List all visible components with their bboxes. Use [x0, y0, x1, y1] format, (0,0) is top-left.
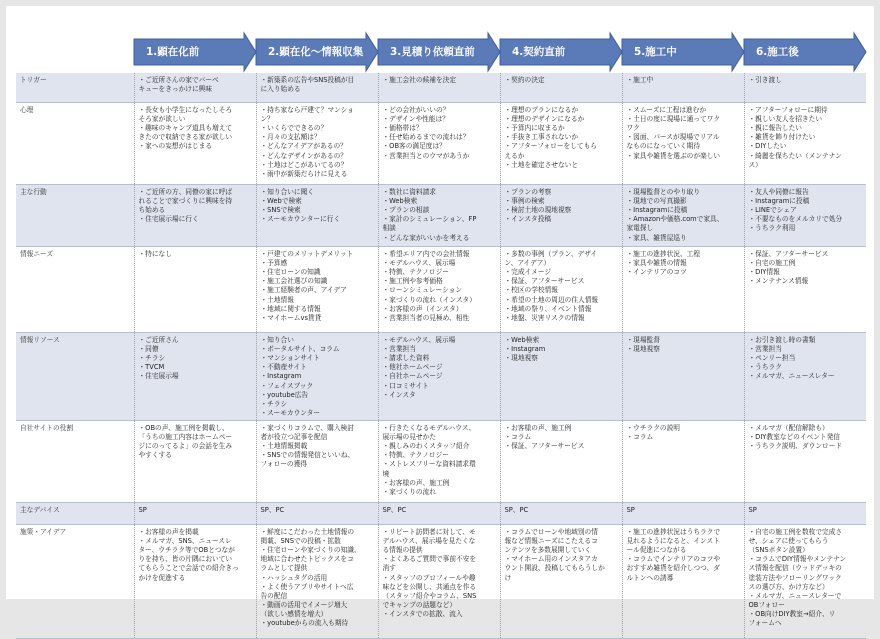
cell-text: ・どんなアイデアがあるの？ — [260, 142, 347, 151]
cell-text: ・Instagram — [504, 345, 546, 354]
cell-text: ・インテリアのコツ — [626, 268, 687, 277]
table-cell — [378, 420, 500, 502]
table-cell — [500, 103, 622, 185]
table-cell — [744, 420, 866, 502]
cell-text: ・DIY情報 — [748, 268, 780, 277]
cell-text: ・Webで検索 — [260, 197, 302, 206]
cell-text: ・予算内に収まるか — [504, 124, 565, 133]
cell-text: 消す — [382, 564, 396, 573]
cell-text: ・自宅の施工例 — [748, 259, 796, 268]
cell-text: （欲しい感情を増大） — [260, 609, 328, 618]
table-cell — [378, 73, 500, 103]
row-label: 自社サイトの役割 — [16, 420, 134, 502]
table-cell — [256, 502, 378, 524]
cell-text: ・Instagramに投稿 — [626, 206, 688, 215]
table-cell — [622, 103, 744, 185]
cell-text: ・住宅ローンや家づくりの知識、 — [260, 546, 361, 555]
cell-text: ・施工例や参考価格 — [382, 277, 443, 286]
cell-text: ・校区の学校情報 — [504, 286, 558, 295]
cell-text: ・知り合い — [260, 336, 294, 344]
cell-text: ・お客様の声を掲載 — [138, 527, 199, 536]
cell-text: ・知り合いに聞く — [260, 188, 314, 196]
table-cell — [622, 420, 744, 502]
cell-text: ・Amazonや価格.comで家具、 — [626, 215, 724, 224]
cell-text: ・営業担当 — [748, 345, 782, 354]
cell-text: ・保証、アフターサービス — [504, 442, 585, 451]
cell-text: ・理想のプランになるか — [504, 106, 579, 114]
cell-text: ・Instagram — [260, 372, 302, 381]
cell-text: ・DIYしたい — [748, 142, 787, 151]
cell-text: ・鮮度にこだわった土地情報の — [260, 527, 355, 536]
table-cell — [134, 502, 256, 524]
cell-text: ・特徴、テクノロジー — [382, 268, 449, 277]
cell-text: ・家計のシミュレーション、FP — [382, 215, 477, 224]
cell-text: ・チラシ — [138, 354, 166, 363]
cell-text: る情報の提供 — [382, 546, 423, 555]
cell-text: ・同僚 — [138, 345, 159, 354]
cell-text: ・モデルハウス、展示場 — [382, 259, 456, 268]
cell-text: ・よく使うアプリやサイトへ広 — [260, 582, 354, 591]
cell-text: 味などを公開し、共通点を作る — [382, 582, 477, 591]
cell-text: ・ご近所の方、同僚の家に呼ば — [138, 188, 233, 196]
cell-text: ・施工の進捗状況はうちラクで — [626, 527, 721, 536]
cell-text: ・理想のデザインになるか — [504, 115, 585, 124]
cell-text: ・任せ始めるまでの流れは？ — [382, 133, 470, 142]
cell-text: ・施工会社の候補を決定 — [382, 76, 457, 84]
cell-text: ち始める — [138, 206, 166, 215]
cell-text: ラムとして提供 — [260, 564, 308, 573]
cell-text: ・メルマガ、SNS、ニュースレ — [138, 537, 232, 546]
cell-text: ・家づくりの流れ — [382, 487, 436, 496]
cell-text: （スタッフ紹介やコラム、SNS — [382, 591, 477, 600]
cell-text: ワク — [626, 124, 640, 133]
cell-text: ・営業担当者の見極め、相性 — [382, 313, 470, 322]
cell-text: ・家への妄想がはじまる — [138, 142, 213, 151]
table-cell — [500, 185, 622, 247]
cell-text: 家電探し — [626, 224, 654, 233]
cell-text: ・スーモカウンターに行く — [260, 215, 341, 224]
cell-text: ・現地視察 — [504, 354, 538, 363]
cell-text: ・施工の進捗状況、工程 — [626, 250, 701, 258]
cell-text: ・綺麗を保ちたい（メンテナン — [748, 151, 842, 160]
cell-text: ・契約の決定 — [504, 76, 545, 84]
table-cell — [744, 185, 866, 247]
stage-label: 5.施工中 — [634, 46, 677, 58]
table-cell — [744, 502, 866, 524]
cell-text: スの選び方、かけ方など） — [748, 582, 829, 591]
cell-text: おすすめ雑貨を紹介しつつ、ダ — [626, 564, 720, 573]
cell-text: ・アフターフォローに期待 — [748, 106, 828, 114]
cell-text: ・価格帯は？ — [382, 124, 423, 133]
table-cell — [134, 73, 256, 103]
cell-text: ・施工中 — [626, 76, 654, 84]
cell-text: ・自宅の施工例を数枚で完成さ — [748, 527, 843, 536]
table-cell — [744, 247, 866, 333]
cell-text: ・現地での写真撮影 — [626, 197, 687, 206]
cell-text: SP、PC — [504, 505, 529, 514]
cell-text: ・営業担当とのウマがあうか — [382, 151, 470, 160]
stage-arrow-1 — [134, 33, 256, 71]
cell-text: ・多数の事例（プラン、デザイ — [504, 250, 598, 258]
cell-text: ・どんなデザインがあるの？ — [260, 151, 347, 160]
cell-text: ・手抜き工事されないか — [504, 133, 579, 142]
cell-text: ・保証、アフターサービス — [748, 250, 829, 258]
cell-text: ・うちラク説明、ダウンロード — [748, 442, 843, 451]
cell-text: ・ポータルサイト、コラム — [260, 345, 340, 354]
cell-text: ・TVCM — [138, 363, 165, 372]
table-cell — [256, 420, 378, 502]
cell-text: ・希望エリア内での会社情報 — [382, 250, 470, 258]
cell-text: ・インスタ投稿 — [504, 215, 552, 224]
table-row — [16, 185, 866, 247]
journey-map-sheet — [6, 6, 874, 628]
cell-text: ン、アイデア） — [504, 259, 551, 268]
cell-text: ウント開設、投稿してもらうしか — [504, 564, 605, 573]
table-row — [16, 73, 866, 103]
cell-text: ・月々の支払額は？ — [260, 133, 321, 142]
stage-label: 4.契約直前 — [512, 46, 566, 58]
cell-text: ・ローンシミュレーション — [382, 286, 463, 295]
cell-text: ・親しみのわくスタッフ紹介 — [382, 442, 470, 451]
cell-text: ・希望の土地の周辺の住人情報 — [504, 295, 599, 304]
cell-text: 境 — [382, 469, 390, 478]
cell-text: ・スーモカウンター — [260, 408, 321, 417]
cell-text: ・コラムでインテリアのコツや — [626, 555, 721, 564]
table-cell — [134, 524, 256, 638]
cell-text: ・検討土地の現地視察 — [504, 206, 572, 215]
cell-text: ・お客様の声（インスタ） — [382, 304, 463, 313]
cell-text: ・Web検索 — [504, 336, 540, 344]
table-cell — [378, 502, 500, 524]
cell-text: ・コラムでDIY情報やメンテナン — [748, 555, 847, 564]
cell-text: ・住宅展示場 — [138, 372, 179, 381]
stage-label: 6.施工後 — [756, 46, 799, 58]
cell-text: ・マイホームvs賃貸 — [260, 313, 322, 322]
cell-text: ン？ — [260, 115, 274, 124]
cell-text: ・土地を確定させないと — [504, 160, 579, 169]
cell-text: ・請求した資料 — [382, 354, 430, 363]
cell-text: ・ご近所さんの家でバーベ — [138, 76, 219, 84]
cell-text: ・親に報告したい — [748, 124, 802, 133]
table-row — [16, 247, 866, 333]
table-cell — [256, 103, 378, 185]
cell-text: 掲載、SNSでの投稿・拡散 — [260, 537, 341, 546]
cell-text: SP — [138, 505, 147, 514]
cell-text: ・施工経験者の声、アイデア — [260, 286, 347, 295]
stage-label: 2.顕在化～情報収集 — [268, 46, 364, 58]
cell-text: ・メルマガ、ニュースレターで — [748, 591, 842, 600]
cell-text: 告の配信 — [260, 591, 288, 600]
cell-text: ・土地はどこがあいてるの？ — [260, 160, 348, 169]
cell-text: ・プランの相談 — [382, 206, 430, 215]
cell-text: ・現地視察 — [626, 345, 660, 354]
cell-text: ・保証、アフターサービス — [504, 277, 585, 286]
table-cell — [256, 247, 378, 333]
cell-text: SP — [748, 505, 757, 514]
table-cell — [134, 103, 256, 185]
table-cell — [622, 502, 744, 524]
journey-map-table — [16, 73, 866, 639]
cell-text: ・雨中が新築だらけに見える — [260, 169, 348, 178]
cell-text: ・モデルハウス、展示場 — [382, 336, 456, 344]
table-cell — [500, 73, 622, 103]
cell-text: ・地盤、災害リスクの情報 — [504, 313, 585, 322]
row-label: 情報リソース — [16, 333, 134, 421]
cell-text: ・メルマガ（配信解除も） — [748, 423, 829, 432]
cell-text: ター、ウチラク等でOBとつなが — [138, 546, 235, 555]
cell-text: 地域に合わせたトピックスをコ — [260, 555, 354, 564]
table-cell — [500, 247, 622, 333]
cell-text: ・趣味のキャンプ道具も増えて — [138, 124, 233, 133]
cell-text: かけを促進する — [138, 573, 186, 582]
stage-label: 1.顕在化前 — [146, 46, 200, 58]
cell-text: ・家具や雑貨の情報 — [626, 259, 687, 268]
table-cell — [744, 333, 866, 421]
table-cell — [622, 524, 744, 638]
table-cell — [378, 333, 500, 421]
cell-text: ・友人や同僚に報告 — [748, 188, 809, 196]
cell-text: ・LINEでシェア — [748, 206, 797, 215]
cell-text: 相談 — [382, 224, 396, 233]
cell-text: ・家づくりの流れ（インスタ） — [382, 295, 476, 304]
row-label: 施策・アイデア — [16, 524, 134, 638]
cell-text: SP — [626, 505, 635, 514]
cell-text: ンテンツを多数展開していく — [504, 546, 592, 555]
cell-text: せ、シェアに使ってもらう — [748, 537, 829, 546]
cell-text: ス） — [748, 160, 762, 169]
table-row — [16, 524, 866, 638]
cell-text: ・マンションサイト — [260, 354, 320, 363]
cell-text: デルハウス、展示場を見たくな — [382, 537, 476, 546]
row-label: 心理 — [16, 103, 134, 185]
stage-label: 3.見積り依頼直前 — [390, 46, 475, 58]
cell-text: ・現場監督とのやり取り — [626, 188, 701, 196]
cell-text: えるか — [504, 151, 525, 160]
cell-text: に入り始める — [260, 85, 301, 94]
cell-text: ・雑貨を飾り付けたい — [748, 133, 816, 142]
row-label: 主な行動 — [16, 185, 134, 247]
cell-text: ・行きたくなるモデルハウス、 — [382, 423, 476, 432]
table-cell — [378, 103, 500, 185]
stage-arrow-3 — [378, 33, 500, 71]
cell-text: ・ウチラクの説明 — [626, 423, 680, 432]
table-cell — [622, 247, 744, 333]
table-cell — [622, 73, 744, 103]
cell-text: 塗装方法やフローリングワック — [748, 573, 842, 582]
cell-text: れることで家づくりに興味を持 — [138, 197, 233, 206]
cell-text: ・うちラク利用 — [748, 224, 796, 233]
cell-text: ・営業担当 — [382, 345, 416, 354]
cell-text: SP、PC — [260, 505, 285, 514]
cell-text: でキャンプの話題など） — [382, 600, 457, 609]
cell-text: ・図面、パースが現場でリアル — [626, 133, 720, 142]
table-cell — [500, 333, 622, 421]
cell-text: りを持ち、皆の片隅においてい — [138, 555, 233, 564]
stage-header — [16, 33, 874, 71]
cell-text: ・不動産サイト — [260, 363, 307, 372]
cell-text: ・引き渡し — [748, 76, 782, 84]
cell-text: ・フェイスブック — [260, 381, 314, 390]
cell-text: ・SNSで検索 — [260, 206, 301, 215]
cell-text: ・どの会社がいいの？ — [382, 106, 450, 114]
cell-text: フォローの獲得 — [260, 460, 307, 469]
cell-text: ・不要なものをメルカリで処分 — [748, 215, 843, 224]
cell-text: ・ご近所さん — [138, 336, 179, 344]
cell-text: ・ストレスフリーな資料請求環 — [382, 460, 476, 469]
cell-text: ・チラシ — [260, 399, 288, 408]
table-cell — [378, 524, 500, 638]
table-cell — [500, 420, 622, 502]
row-label: 主なデバイス — [16, 502, 134, 524]
table-cell — [378, 185, 500, 247]
cell-text: ・土地情報 — [260, 295, 294, 304]
cell-text: ・どんな家がいいかを考える — [382, 233, 470, 242]
table-cell — [256, 333, 378, 421]
cell-text: ・口コミサイト — [382, 381, 429, 390]
cell-text: 報など情報ニーズにこたえるコ — [504, 537, 598, 546]
cell-text: ・youtubeからの流入も期待 — [260, 619, 349, 628]
cell-text: ・数社に資料請求 — [382, 188, 436, 196]
cell-text: ・youtube広告 — [260, 390, 309, 399]
cell-text: ・長女も小学生になったしそろ — [138, 106, 233, 114]
table-cell — [134, 185, 256, 247]
cell-text: ・自社ホームページ — [382, 372, 443, 381]
table-cell — [134, 420, 256, 502]
cell-text: ・持ち家なら戸建て？マンショ — [260, 106, 354, 114]
table-cell — [256, 73, 378, 103]
cell-text: ・お客様の声、施工例 — [382, 478, 450, 487]
cell-text: ・いくらでできるの？ — [260, 124, 328, 133]
cell-text: ・アフターフォローをしてもら — [504, 142, 597, 151]
cell-text: ジにのってるよ」の会話を生み — [138, 442, 233, 451]
cell-text: ・リピート訪問者に対して、モ — [382, 527, 476, 536]
cell-text: ・戸建てのメリットデメリット — [260, 250, 354, 258]
table-row — [16, 420, 866, 502]
cell-text: ・施工会社選びの知識 — [260, 277, 328, 286]
cell-text: ・インスタでの拡散、流入 — [382, 609, 463, 618]
cell-text: ・スタッフのプロフィールや趣 — [382, 573, 476, 582]
table-cell — [622, 333, 744, 421]
cell-text: ・SNSでの情報発信といいね、 — [260, 451, 355, 460]
cell-text: ・特徴、テクノロジー — [382, 451, 449, 460]
cell-text: ・プランの考察 — [504, 188, 552, 196]
cell-text: ・土地情報掲載 — [260, 442, 308, 451]
cell-text: ・OB向けDIY教室→紹介、リ — [748, 609, 836, 618]
cell-text: ・新築系の広告やSNS投稿が目 — [260, 76, 355, 84]
cell-text: ・ハッシュタグの活用 — [260, 573, 328, 582]
stage-arrow-4 — [500, 33, 622, 71]
table-cell — [500, 502, 622, 524]
cell-text: ・ペンリー担当 — [748, 354, 796, 363]
cell-text: ・OB客の満足度は？ — [382, 142, 446, 151]
cell-text: ス情報を配信（ウッドデッキの — [748, 564, 842, 573]
cell-text: ・インスタ — [382, 390, 416, 399]
stage-arrow-5 — [622, 33, 744, 71]
stage-arrow-2 — [256, 33, 378, 71]
cell-text: キューをきっかけに興味 — [138, 85, 213, 94]
table-cell — [622, 185, 744, 247]
cell-text: ・マイホーム用のインスタアカ — [504, 555, 598, 564]
cell-text: ・スムーズに工程は進むか — [626, 106, 707, 114]
cell-text: ール促進につながる — [626, 546, 687, 555]
cell-text: ・地域に関する情報 — [260, 304, 321, 313]
cell-text: ・住宅ローンの知識 — [260, 268, 321, 277]
cell-text: ・メンテナンス情報 — [748, 277, 809, 286]
table-row — [16, 502, 866, 524]
cell-text: やすくする — [138, 451, 172, 460]
cell-text: ・土日の度に現場に通ってワク — [626, 115, 721, 124]
cell-text: ・メルマガ、ニュースレター — [748, 372, 835, 381]
cell-text: 見れるようになると、インスト — [626, 537, 720, 546]
table-cell — [134, 333, 256, 421]
cell-text: ・コラム — [504, 433, 532, 442]
cell-text: 展示場の見せかた — [382, 433, 436, 442]
table-cell — [256, 524, 378, 638]
table-row — [16, 333, 866, 421]
table-cell — [744, 524, 866, 638]
cell-text: OBフォロー — [748, 600, 785, 609]
cell-text: ・特になし — [138, 250, 172, 258]
table-cell — [744, 73, 866, 103]
cell-text: 「うちの施工内容はホームペー — [138, 433, 233, 442]
cell-text: （SNSボタン設置） — [748, 546, 809, 555]
table-row — [16, 103, 866, 185]
cell-text: ・コラム — [626, 433, 654, 442]
cell-text: ・動画の活用でイメージ増大 — [260, 600, 348, 609]
cell-text: ・Web検索 — [382, 197, 418, 206]
cell-text: ・家具や雑貨を選ぶのが楽しい — [626, 151, 721, 160]
cell-text: ・お客様の声、施工例 — [504, 423, 572, 432]
cell-text: ・OBの声、施工例を掲載し、 — [138, 423, 229, 432]
cell-text: ・Instagramに投稿 — [748, 197, 810, 206]
table-cell — [500, 524, 622, 638]
cell-text: きたので収納できる家が欲しい — [138, 133, 233, 142]
cell-text: フォームへ — [748, 619, 782, 628]
cell-text: ・よくあるご質問で事前不安を — [382, 555, 477, 564]
cell-text: ・DIY教室などのイベント発信 — [748, 433, 840, 442]
cell-text: SP、PC — [382, 505, 407, 514]
cell-text: ・他社ホームページ — [382, 363, 443, 372]
cell-text: 者が役立つ記事を配信 — [260, 433, 328, 442]
cell-text: ・予算感 — [260, 259, 288, 268]
cell-text: ・完成イメージ — [504, 268, 552, 277]
cell-text: け — [504, 573, 512, 582]
table-cell — [378, 247, 500, 333]
row-label: トリガー — [16, 73, 134, 103]
cell-text: なものになっていく期待 — [626, 142, 701, 151]
cell-text: ・お引き渡し時の書類 — [748, 336, 816, 344]
cell-text: ・地域の祭り、イベント情報 — [504, 304, 592, 313]
cell-text: てもらうことで会話での紹介きっ — [138, 564, 239, 573]
cell-text: ・コラムでローンや地域別の情 — [504, 527, 598, 536]
cell-text: ・家づくりコラムで、購入検討 — [260, 423, 354, 432]
cell-text: ・住宅展示場に行く — [138, 215, 199, 224]
cell-text: そろ家が欲しい — [138, 115, 186, 124]
stage-arrow-6 — [744, 33, 866, 71]
cell-text: ・現場監督 — [626, 336, 660, 344]
cell-text: ・事例の検索 — [504, 197, 545, 206]
cell-text: ・親しい友人を招きたい — [748, 115, 823, 124]
cell-text: ・家具、雑貨屋巡り — [626, 233, 687, 242]
table-cell — [744, 103, 866, 185]
row-label: 情報ニーズ — [16, 247, 134, 333]
cell-text: ・うちラク — [748, 363, 782, 372]
table-cell — [134, 247, 256, 333]
table-cell — [256, 185, 378, 247]
cell-text: ルトンへの誘導 — [626, 573, 674, 582]
cell-text: ・デザインや性能は？ — [382, 115, 449, 124]
